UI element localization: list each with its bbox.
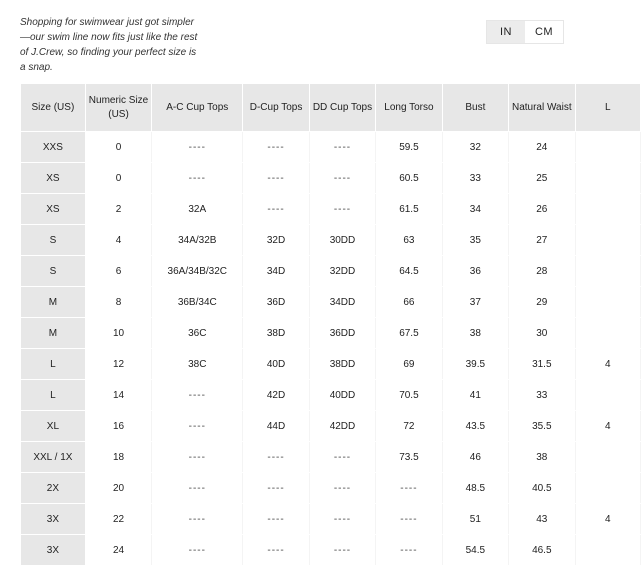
table-cell: ---- — [376, 535, 442, 566]
table-cell: 29 — [509, 287, 575, 318]
unit-cm-button[interactable]: CM — [525, 21, 563, 43]
table-cell: 67.5 — [376, 318, 442, 349]
table-cell — [575, 318, 640, 349]
table-row — [21, 535, 641, 566]
table-cell: ---- — [152, 442, 243, 473]
table-cell — [575, 256, 640, 287]
table-cell: ---- — [243, 473, 309, 504]
table-cell: 35 — [442, 225, 508, 256]
table-cell: ---- — [152, 535, 243, 566]
size-label-cell: 3X — [21, 504, 85, 535]
table-cell: 43.5 — [442, 411, 508, 442]
size-chart-table — [21, 84, 641, 566]
table-cell: 51 — [442, 504, 508, 535]
table-cell: 42DD — [309, 411, 375, 442]
table-cell: 34DD — [309, 287, 375, 318]
table-row — [21, 504, 641, 535]
table-cell: 40DD — [309, 380, 375, 411]
table-cell: 61.5 — [376, 194, 442, 225]
table-cell: 4 — [575, 411, 640, 442]
size-label-cell: XS — [21, 194, 85, 225]
unit-toggle — [486, 20, 564, 44]
table-cell: 18 — [85, 442, 151, 473]
column-header: DD Cup Tops — [309, 84, 375, 132]
table-cell — [575, 225, 640, 256]
table-cell: 43 — [509, 504, 575, 535]
table-cell: 66 — [376, 287, 442, 318]
table-row — [21, 442, 641, 473]
table-cell: 12 — [85, 349, 151, 380]
table-row — [21, 256, 641, 287]
table-cell: ---- — [243, 132, 309, 163]
unit-in-button[interactable]: IN — [487, 21, 525, 43]
table-cell: 39.5 — [442, 349, 508, 380]
table-cell: 69 — [376, 349, 442, 380]
size-label-cell: L — [21, 380, 85, 411]
table-cell: 64.5 — [376, 256, 442, 287]
table-cell — [575, 132, 640, 163]
table-cell: 59.5 — [376, 132, 442, 163]
table-cell: ---- — [309, 473, 375, 504]
table-cell: ---- — [309, 194, 375, 225]
table-row — [21, 194, 641, 225]
table-cell: 22 — [85, 504, 151, 535]
table-cell: 16 — [85, 411, 151, 442]
table-cell: 34 — [442, 194, 508, 225]
size-label-cell: XXL / 1X — [21, 442, 85, 473]
table-row — [21, 318, 641, 349]
table-cell: 38C — [152, 349, 243, 380]
table-cell: 36C — [152, 318, 243, 349]
table-cell: 36B/34C — [152, 287, 243, 318]
table-cell: 6 — [85, 256, 151, 287]
table-row — [21, 411, 641, 442]
column-header: Numeric Size (US) — [85, 84, 151, 132]
column-header: Natural Waist — [509, 84, 575, 132]
table-cell — [575, 194, 640, 225]
size-label-cell: XL — [21, 411, 85, 442]
size-label-cell: M — [21, 287, 85, 318]
table-cell: 41 — [442, 380, 508, 411]
column-header: Long Torso — [376, 84, 442, 132]
intro-text: Shopping for swimwear just got simpler—our swim line now fits just like the rest of J.Crew, so finding your perfect size is a snap. — [20, 17, 198, 73]
table-cell: ---- — [309, 132, 375, 163]
table-cell: 46.5 — [509, 535, 575, 566]
table-cell: 4 — [85, 225, 151, 256]
table-cell: 54.5 — [442, 535, 508, 566]
table-row — [21, 132, 641, 163]
column-header: D-Cup Tops — [243, 84, 309, 132]
table-cell: 72 — [376, 411, 442, 442]
table-cell — [575, 473, 640, 504]
size-label-cell: 2X — [21, 473, 85, 504]
table-cell — [575, 163, 640, 194]
table-cell: 36D — [243, 287, 309, 318]
table-cell: ---- — [243, 194, 309, 225]
table-cell: 33 — [442, 163, 508, 194]
table-cell: 32A — [152, 194, 243, 225]
column-header: L — [575, 84, 640, 132]
table-cell: 26 — [509, 194, 575, 225]
size-chart-table-wrapper[interactable] — [21, 84, 611, 580]
table-cell: 38DD — [309, 349, 375, 380]
size-label-cell: 3X — [21, 535, 85, 566]
table-cell: ---- — [243, 504, 309, 535]
table-cell: 60.5 — [376, 163, 442, 194]
table-cell: 14 — [85, 380, 151, 411]
column-header: Size (US) — [21, 84, 85, 132]
table-cell: ---- — [152, 411, 243, 442]
table-row — [21, 287, 641, 318]
table-row — [21, 225, 641, 256]
size-label-cell: S — [21, 225, 85, 256]
table-cell: 8 — [85, 287, 151, 318]
table-cell: 33 — [509, 380, 575, 411]
table-cell: ---- — [243, 442, 309, 473]
table-cell: 31.5 — [509, 349, 575, 380]
table-cell: 38D — [243, 318, 309, 349]
header-row — [21, 84, 641, 132]
table-cell: 20 — [85, 473, 151, 504]
size-label-cell: XXS — [21, 132, 85, 163]
table-cell: 34A/32B — [152, 225, 243, 256]
table-cell: 40.5 — [509, 473, 575, 504]
table-cell: 25 — [509, 163, 575, 194]
table-row — [21, 349, 641, 380]
column-header: A-C Cup Tops — [152, 84, 243, 132]
table-row — [21, 380, 641, 411]
table-header — [21, 84, 641, 132]
table-cell: 32DD — [309, 256, 375, 287]
table-cell: 38 — [442, 318, 508, 349]
table-cell: 0 — [85, 132, 151, 163]
size-label-cell: L — [21, 349, 85, 380]
table-cell: 44D — [243, 411, 309, 442]
table-row — [21, 473, 641, 504]
table-cell: ---- — [376, 504, 442, 535]
table-cell — [575, 535, 640, 566]
table-cell: 30DD — [309, 225, 375, 256]
table-cell: ---- — [152, 473, 243, 504]
table-cell: 28 — [509, 256, 575, 287]
table-cell: ---- — [309, 535, 375, 566]
table-cell: ---- — [309, 163, 375, 194]
table-cell: ---- — [309, 504, 375, 535]
table-cell: 48.5 — [442, 473, 508, 504]
table-cell: 36A/34B/32C — [152, 256, 243, 287]
size-label-cell: S — [21, 256, 85, 287]
table-cell: ---- — [243, 535, 309, 566]
table-cell: 35.5 — [509, 411, 575, 442]
size-label-cell: M — [21, 318, 85, 349]
table-cell: 36DD — [309, 318, 375, 349]
table-cell: 73.5 — [376, 442, 442, 473]
table-cell: 24 — [509, 132, 575, 163]
table-cell: 30 — [509, 318, 575, 349]
table-cell: 63 — [376, 225, 442, 256]
table-cell — [575, 442, 640, 473]
table-cell: 4 — [575, 349, 640, 380]
table-cell: ---- — [152, 163, 243, 194]
table-cell: 0 — [85, 163, 151, 194]
table-cell: 36 — [442, 256, 508, 287]
table-cell: ---- — [152, 504, 243, 535]
table-cell — [575, 380, 640, 411]
table-cell: 32D — [243, 225, 309, 256]
table-cell: 32 — [442, 132, 508, 163]
table-cell: ---- — [309, 442, 375, 473]
table-cell: 70.5 — [376, 380, 442, 411]
table-cell: 10 — [85, 318, 151, 349]
table-cell: ---- — [376, 473, 442, 504]
size-label-cell: XS — [21, 163, 85, 194]
table-cell: ---- — [152, 380, 243, 411]
table-cell: 42D — [243, 380, 309, 411]
table-cell: 34D — [243, 256, 309, 287]
table-cell: 40D — [243, 349, 309, 380]
table-cell: ---- — [152, 132, 243, 163]
table-cell: 27 — [509, 225, 575, 256]
table-cell: 24 — [85, 535, 151, 566]
table-cell: 37 — [442, 287, 508, 318]
table-cell: 38 — [509, 442, 575, 473]
table-cell: 4 — [575, 504, 640, 535]
table-cell: 46 — [442, 442, 508, 473]
table-cell: ---- — [243, 163, 309, 194]
table-row — [21, 163, 641, 194]
column-header: Bust — [442, 84, 508, 132]
table-cell — [575, 287, 640, 318]
table-cell: 2 — [85, 194, 151, 225]
table-body — [21, 132, 641, 566]
